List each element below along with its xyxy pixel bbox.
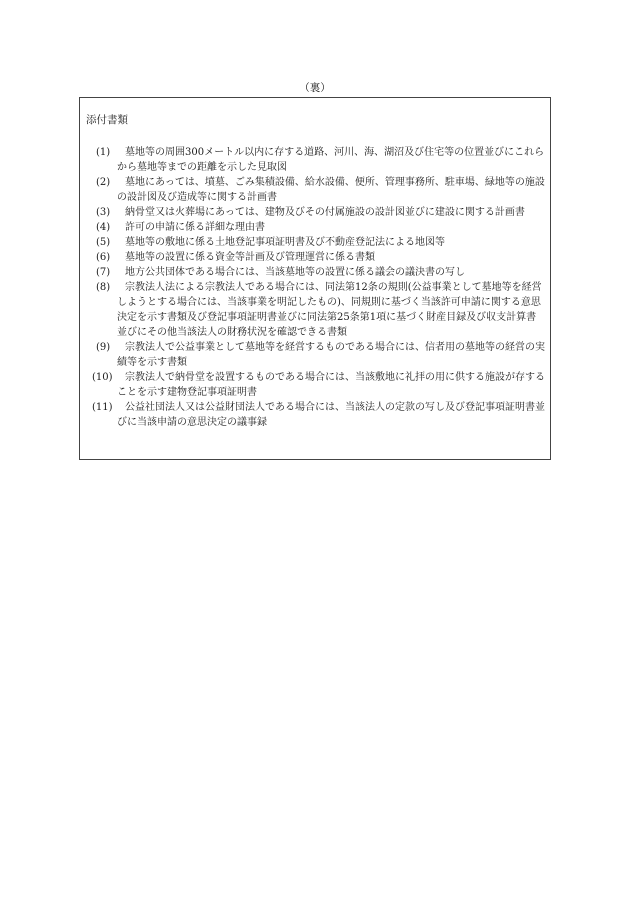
list-item (80, 340, 552, 370)
item-text: 墓地等の敷地に係る土地登記事項証明書及び不動産登記法による地図等 (125, 237, 445, 248)
item-text: 納骨堂又は火葬場にあっては、建物及びその付属施設の設計図並びに建設に関する計画書 (125, 207, 525, 218)
item-text: 宗教法人で公益事業として墓地等を経営するものである場合には、信者用の墓地等の経営の実績等を示す書類 (117, 342, 545, 368)
list-item (80, 235, 552, 250)
item-number: (9) (96, 342, 111, 353)
item-text: 公益社団法人又は公益財団法人である場合には、当該法人の定款の写し及び登記事項証明書並びに当該申請の意思決定の議事録 (117, 402, 545, 428)
list-item (80, 280, 552, 340)
item-text: 墓地等の周囲300メートル以内に存する道路、河川、海、湖沼及び住宅等の位置並びにこれらから墓地等までの距離を示した見取図 (117, 147, 545, 173)
item-text: 許可の申請に係る詳細な理由書 (125, 222, 265, 233)
item-number: (7) (96, 267, 111, 278)
item-text: 墓地等の設置に係る資金等計画及び管理運営に係る書類 (125, 252, 375, 263)
item-number: (4) (96, 222, 111, 233)
section-heading: 添付書類 (86, 114, 128, 126)
item-number: (5) (96, 237, 111, 248)
item-number: (1) (96, 147, 111, 158)
attachments-box (79, 97, 551, 460)
list-item (80, 220, 552, 235)
list-item (80, 250, 552, 265)
item-text: 宗教法人法による宗教法人である場合には、同法第12条の規則(公益事業として墓地等を経営しようとする場合には、当該事業を明記したもの)、同規則に基づく当該許可申請に関する意思決定を示す書類及び登記事項証明書並びに同法第25条第1項に基づく財産目録及び収支計算書並びにその他当該法人の財務状況を確認できる書類 (117, 282, 542, 338)
attachment-list (80, 145, 552, 430)
page-side-label: （裏） (299, 82, 331, 94)
item-number: (2) (96, 177, 111, 188)
item-number: (11) (92, 402, 113, 413)
item-text: 宗教法人で納骨堂を設置するものである場合には、当該敷地に礼拝の用に供する施設が存することを示す建物登記事項証明書 (117, 372, 545, 398)
list-item (80, 370, 552, 400)
list-item (80, 265, 552, 280)
item-number: (10) (92, 372, 113, 383)
list-item (80, 175, 552, 205)
item-number: (3) (96, 207, 111, 218)
list-item (80, 205, 552, 220)
list-item (80, 400, 552, 430)
item-number: (8) (96, 282, 111, 293)
list-item (80, 145, 552, 175)
item-text: 墓地にあっては、墳墓、ごみ集積設備、給水設備、便所、管理事務所、駐車場、緑地等の施設の設計図及び造成等に関する計画書 (117, 177, 545, 203)
item-number: (6) (96, 252, 111, 263)
item-text: 地方公共団体である場合には、当該墓地等の設置に係る議会の議決書の写し (125, 267, 465, 278)
